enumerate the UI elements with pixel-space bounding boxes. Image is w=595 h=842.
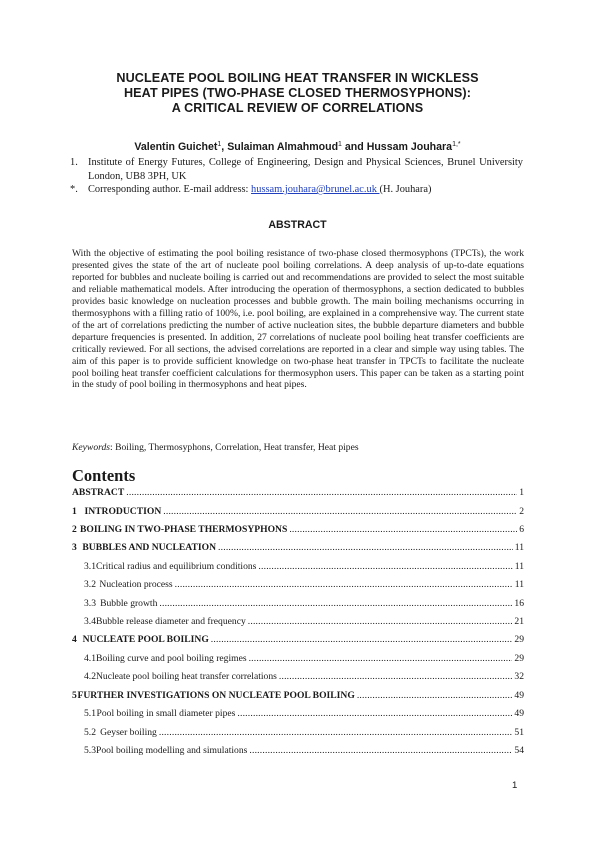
toc-entry[interactable] xyxy=(72,671,524,684)
affiliation-marker: *. xyxy=(70,184,78,195)
abstract-heading: ABSTRACT xyxy=(268,219,327,231)
toc-entry-title: Nucleate pool boiling heat transfer correlations xyxy=(96,671,277,682)
toc-entry-page: 1 xyxy=(519,487,524,498)
toc-entry-number: 5.3 xyxy=(84,744,96,756)
author-affiliation-mark: 1 xyxy=(338,141,342,148)
keywords-label: Keywords xyxy=(72,442,111,453)
toc-dot-leader xyxy=(159,598,512,609)
toc-entry-page: 2 xyxy=(519,505,524,517)
paper-title xyxy=(60,71,535,116)
toc-dot-leader xyxy=(279,671,513,682)
author-name: Valentin Guichet xyxy=(134,141,218,153)
toc-entry-page: 16 xyxy=(514,597,524,609)
toc-entry-page: 29 xyxy=(514,634,524,645)
toc-entry-title: FURTHER INVESTIGATIONS ON NUCLEATE POOL BOILING xyxy=(77,689,355,701)
author-affiliation-mark: 1 xyxy=(217,141,222,148)
toc-entry-title: Bubble growth xyxy=(100,597,158,609)
toc-entry-title: Boiling curve and pool boiling regimes xyxy=(96,652,247,664)
page-number: 1 xyxy=(512,780,518,791)
toc-entry-page: 51 xyxy=(514,726,524,738)
toc-entry-page: 49 xyxy=(514,689,524,701)
toc-entry-page: 6 xyxy=(519,523,524,535)
toc-entry-title: Bubble release diameter and frequency xyxy=(96,615,246,627)
toc-entry-number: 3.4 xyxy=(84,615,96,627)
toc-dot-leader xyxy=(357,690,513,701)
toc-entry-title: Pool boiling in small diameter pipes xyxy=(96,708,236,719)
toc-entry-page: 11 xyxy=(514,560,524,572)
toc-entry[interactable] xyxy=(72,727,524,740)
toc-entry[interactable] xyxy=(72,708,524,721)
toc-dot-leader xyxy=(159,727,513,738)
corresponding-author xyxy=(70,183,523,197)
toc-entry-number: 3.3 xyxy=(84,597,96,609)
toc-entry-number: 3.1 xyxy=(84,560,96,572)
toc-entry-number: 5 xyxy=(72,689,77,701)
author-list xyxy=(0,141,595,153)
toc-dot-leader xyxy=(237,708,512,719)
affiliation-text: Institute of Energy Futures, College of Engineering, Design and Physical Sciences, Brunel University London, UB8 3PH, UK xyxy=(88,157,523,182)
keywords-text: : Boiling, Thermosyphons, Correlation, Heat transfer, Heat pipes xyxy=(110,442,359,453)
title-line: HEAT PIPES (TWO-PHASE CLOSED THERMOSYPHONS): xyxy=(123,86,471,100)
corresponding-author-name: (H. Jouhara) xyxy=(379,184,432,195)
toc-dot-leader xyxy=(211,634,513,645)
toc-dot-leader xyxy=(249,745,512,756)
contents-heading: Contents xyxy=(72,466,136,485)
toc-entry-title: Critical radius and equilibrium conditions xyxy=(96,560,257,572)
toc-entry-number: 5.2 xyxy=(84,726,96,738)
toc-entry-number: 4.2 xyxy=(84,671,96,682)
toc-entry-page: 32 xyxy=(514,671,524,682)
toc-entry-page: 49 xyxy=(514,708,524,719)
toc-entry-page: 21 xyxy=(514,615,524,627)
toc-entry-number: 5.1 xyxy=(84,708,96,719)
toc-entry-number: 4.1 xyxy=(84,652,96,664)
toc-entry[interactable] xyxy=(72,561,524,574)
abstract-body: With the objective of estimating the pool boiling resistance of two-phase closed thermosyphons (TPCTs), the work presented gives the state of the art of nucleate pool boiling correlations. A deep analysis of up-to-date equations reported for bubbles and nucleate boiling is carried out and recommendations are provided to select the most suitable and reliable mathematical models. After introducing the operation of thermosyphons, a section dedicated to bubbles provides basic knowledge on nucleation processes and bubble growth. The main boiling mechanisms occurring in thermosyphons with a filling ratio of 100%, i.e. pool boiling, are explained in a comprehensive way. The current state of the art of correlations predicting the number of active nucleation sites, the bubble departure diameters and bubble departure frequencies is presented. In addition, 27 correlations of nucleate pool boiling heat transfer coefficients are critically reviewed. For all sections, the advised correlations are reported in a clear and simple way using tables. The aim of this paper is to provide sufficient knowledge on two-phase heat transfer in TPCTs to facilitate the nucleate pool boiling heat transfer coefficient calculations for thermosyphon users. This paper can be taken as a starting point in the study of pool boiling in thermosyphons and heat pipes. xyxy=(72,248,524,391)
author-affiliation-mark: 1,* xyxy=(452,141,461,148)
toc-dot-leader xyxy=(126,487,517,498)
toc-entry-number: 2 xyxy=(72,523,77,535)
toc-entry[interactable] xyxy=(72,524,524,537)
toc-entry[interactable] xyxy=(72,653,524,666)
toc-entry-title: INTRODUCTION xyxy=(84,505,162,517)
toc-entry-number: 3 xyxy=(72,542,77,553)
toc-entry[interactable] xyxy=(72,506,524,519)
toc-dot-leader xyxy=(249,653,513,664)
toc-entry[interactable] xyxy=(72,598,524,611)
author-separator: and xyxy=(341,141,367,153)
corresponding-author-label: Corresponding author. E-mail address: xyxy=(88,184,252,195)
author-name: Sulaiman Almahmoud xyxy=(227,141,339,153)
toc-entry-page: 29 xyxy=(514,652,524,664)
toc-dot-leader xyxy=(258,561,512,572)
toc-dot-leader xyxy=(289,524,517,535)
toc-dot-leader xyxy=(218,542,513,553)
toc-dot-leader xyxy=(248,616,513,627)
toc-entry-title: ABSTRACT xyxy=(72,487,125,498)
toc-entry-title: BOILING IN TWO-PHASE THERMOSYPHONS xyxy=(80,523,288,535)
keywords xyxy=(72,442,524,453)
toc-entry[interactable] xyxy=(72,542,524,555)
author-name: Hussam Jouhara xyxy=(366,141,453,153)
toc-entry-number: 4 xyxy=(72,634,77,645)
toc-entry-page: 54 xyxy=(514,744,524,756)
toc-entry-title: Nucleation process xyxy=(99,579,173,590)
affiliation-marker: 1. xyxy=(70,157,78,168)
title-line: A CRITICAL REVIEW OF CORRELATIONS xyxy=(171,101,424,115)
toc-entry-page: 11 xyxy=(514,579,524,590)
toc-entry-title: NUCLEATE POOL BOILING xyxy=(82,634,209,645)
toc-entry[interactable] xyxy=(72,690,524,703)
toc-entry-page: 11 xyxy=(514,542,524,553)
toc-entry-number: 3.2 xyxy=(84,579,96,590)
toc-entry-number: 1 xyxy=(72,505,77,517)
toc-dot-leader xyxy=(175,579,513,590)
toc-entry-title: Geyser boiling xyxy=(100,726,157,738)
author-separator: , xyxy=(221,141,228,153)
title-line: NUCLEATE POOL BOILING HEAT TRANSFER IN WICKLESS xyxy=(116,71,479,85)
toc-entry-title: Pool boiling modelling and simulations xyxy=(96,744,248,756)
toc-entry-title: BUBBLES AND NUCLEATION xyxy=(82,542,217,553)
toc-entry[interactable] xyxy=(72,487,524,500)
toc-entry[interactable] xyxy=(72,745,524,758)
toc-entry[interactable] xyxy=(72,634,524,647)
toc-entry[interactable] xyxy=(72,579,524,592)
toc-dot-leader xyxy=(163,506,517,517)
toc-entry[interactable] xyxy=(72,616,524,629)
email-link[interactable]: hussam.jouhara@brunel.ac.uk xyxy=(251,184,380,195)
affiliation xyxy=(70,156,523,183)
